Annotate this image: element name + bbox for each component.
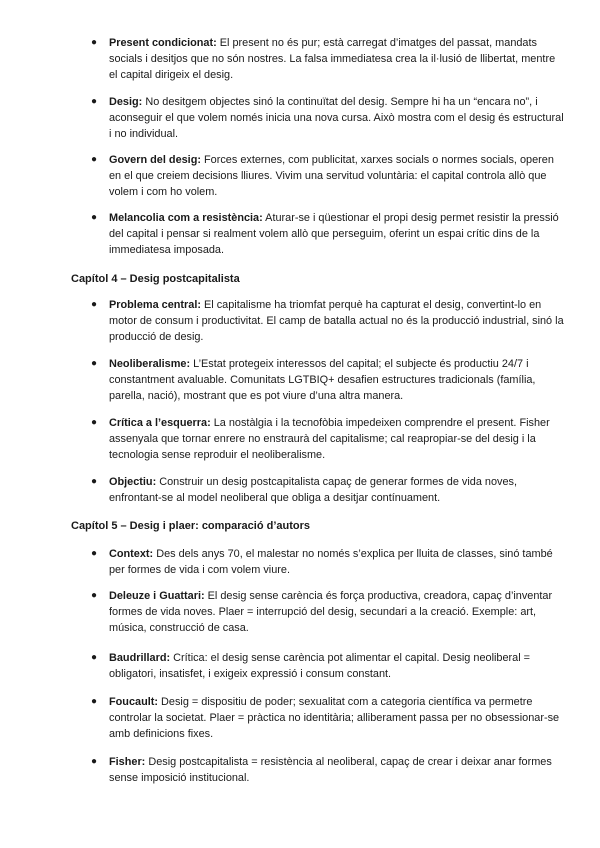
list-item — [91, 694, 564, 742]
list-item — [91, 297, 564, 345]
item-term: Baudrillard: — [109, 652, 171, 664]
bullet-icon: ● — [91, 652, 98, 663]
bullet-icon: ● — [91, 417, 98, 428]
item-text: Desig = dispositiu de poder; sexualitat com a categoria científica va permetre controlar la societat. Plaer = pràctica no identitària; alliberament passa per no obsessionar-se amb definicions fixes. — [109, 696, 560, 740]
item-text: No desitgem objectes sinó la continuïtat del desig. Sempre hi ha un “encara no”, i aconseguir el que volem només inicia una nova cursa. Això mostra com el desig és estructural i no individual. — [109, 96, 564, 140]
item-term: Problema central: — [109, 299, 201, 311]
item-term: Melancolia com a resistència: — [109, 212, 263, 224]
bullet-icon: ● — [91, 590, 98, 601]
item-term: Objectiu: — [109, 476, 157, 488]
item-term: Fisher: — [109, 756, 146, 768]
list-item — [91, 546, 564, 578]
item-text: El desig sense carència és força productiva, creadora, capaç d’inventar formes de vida noves. Plaer = interrupció del desig, secundari a la creació. Exemple: art, música, construcció de casa. — [109, 590, 553, 634]
bullet-icon: ● — [91, 299, 98, 310]
list-item — [91, 650, 564, 682]
bullet-icon: ● — [91, 476, 98, 487]
item-text: Construir un desig postcapitalista capaç de generar formes de vida noves, enfrontant-se al model neoliberal que obliga a desitjar contínuament. — [109, 476, 518, 504]
item-text: La nostàlgia i la tecnofòbia impedeixen comprendre el present. Fisher assenyala que tornar enrere no enstraurà del capitalisme; cal reapropiar-se del desig i la tecnologia sense reproduir el neoliberalisme. — [109, 417, 550, 461]
bullet-icon: ● — [91, 96, 98, 107]
bullet-icon: ● — [91, 212, 98, 223]
item-term: Present condicionat: — [109, 37, 217, 49]
list-item — [91, 415, 564, 463]
item-text: Desig postcapitalista = resistència al neoliberal, capaç de crear i deixar anar formes sense imposició institucional. — [109, 756, 552, 784]
list-item — [91, 210, 564, 258]
item-text: El present no és pur; està carregat d’imatges del passat, mandats socials i desitjos que no són nostres. La falsa immediatesa crea la il·lusió de llibertat, mentre el capital dirigeix el desig. — [109, 37, 556, 81]
item-text: L’Estat protegeix interessos del capital; el subjecte és productiu 24/7 i constantment avaluable. Comunitats LGTBIQ+ desafien estructures tradicionals (família, parella, nació), mostrant que es pot viure d’una altra manera. — [109, 358, 536, 402]
item-text: El capitalisme ha triomfat perquè ha capturat el desig, convertint-lo en motor de consum i productivitat. El camp de batalla actual no és la producció industrial, sinó la producció de desig. — [109, 299, 564, 343]
item-term: Neoliberalisme: — [109, 358, 191, 370]
item-text: Forces externes, com publicitat, xarxes socials o normes socials, operen en el que creiem decisions lliures. Vivim una servitud voluntària: el capital controla allò que volem i com ho volem. — [109, 154, 554, 198]
bullet-icon: ● — [91, 756, 98, 767]
item-text: Crítica: el desig sense carència pot alimentar el capital. Desig neoliberal = obligatori, insatisfet, i exigeix expressió i consum constant. — [109, 652, 531, 680]
item-term: Deleuze i Guattari: — [109, 590, 205, 602]
chapter-4-heading: Capítol 4 – Desig postcapitalista — [71, 273, 240, 285]
item-term: Foucault: — [109, 696, 159, 708]
list-item — [91, 754, 564, 786]
list-item — [91, 356, 564, 404]
bullet-icon: ● — [91, 696, 98, 707]
bullet-icon: ● — [91, 548, 98, 559]
list-item — [91, 94, 564, 142]
item-term: Desig: — [109, 96, 143, 108]
list-item — [91, 588, 564, 636]
bullet-icon: ● — [91, 358, 98, 369]
item-term: Crítica a l’esquerra: — [109, 417, 211, 429]
list-item — [91, 474, 564, 506]
item-text: Des dels anys 70, el malestar no només s’explica per lluita de classes, sinó també per formes de vida i com volem viure. — [109, 548, 553, 576]
list-item — [91, 152, 564, 200]
bullet-icon: ● — [91, 37, 98, 48]
chapter-5-heading: Capítol 5 – Desig i plaer: comparació d’autors — [71, 520, 311, 532]
item-term: Govern del desig: — [109, 154, 201, 166]
item-term: Context: — [109, 548, 154, 560]
item-text: Aturar-se i qüestionar el propi desig permet resistir la pressió del capital i pensar si realment volem allò que perseguim, oferint un espai crític dins de la immediatesa imposada. — [109, 212, 559, 256]
list-item — [91, 35, 564, 83]
bullet-icon: ● — [91, 154, 98, 165]
